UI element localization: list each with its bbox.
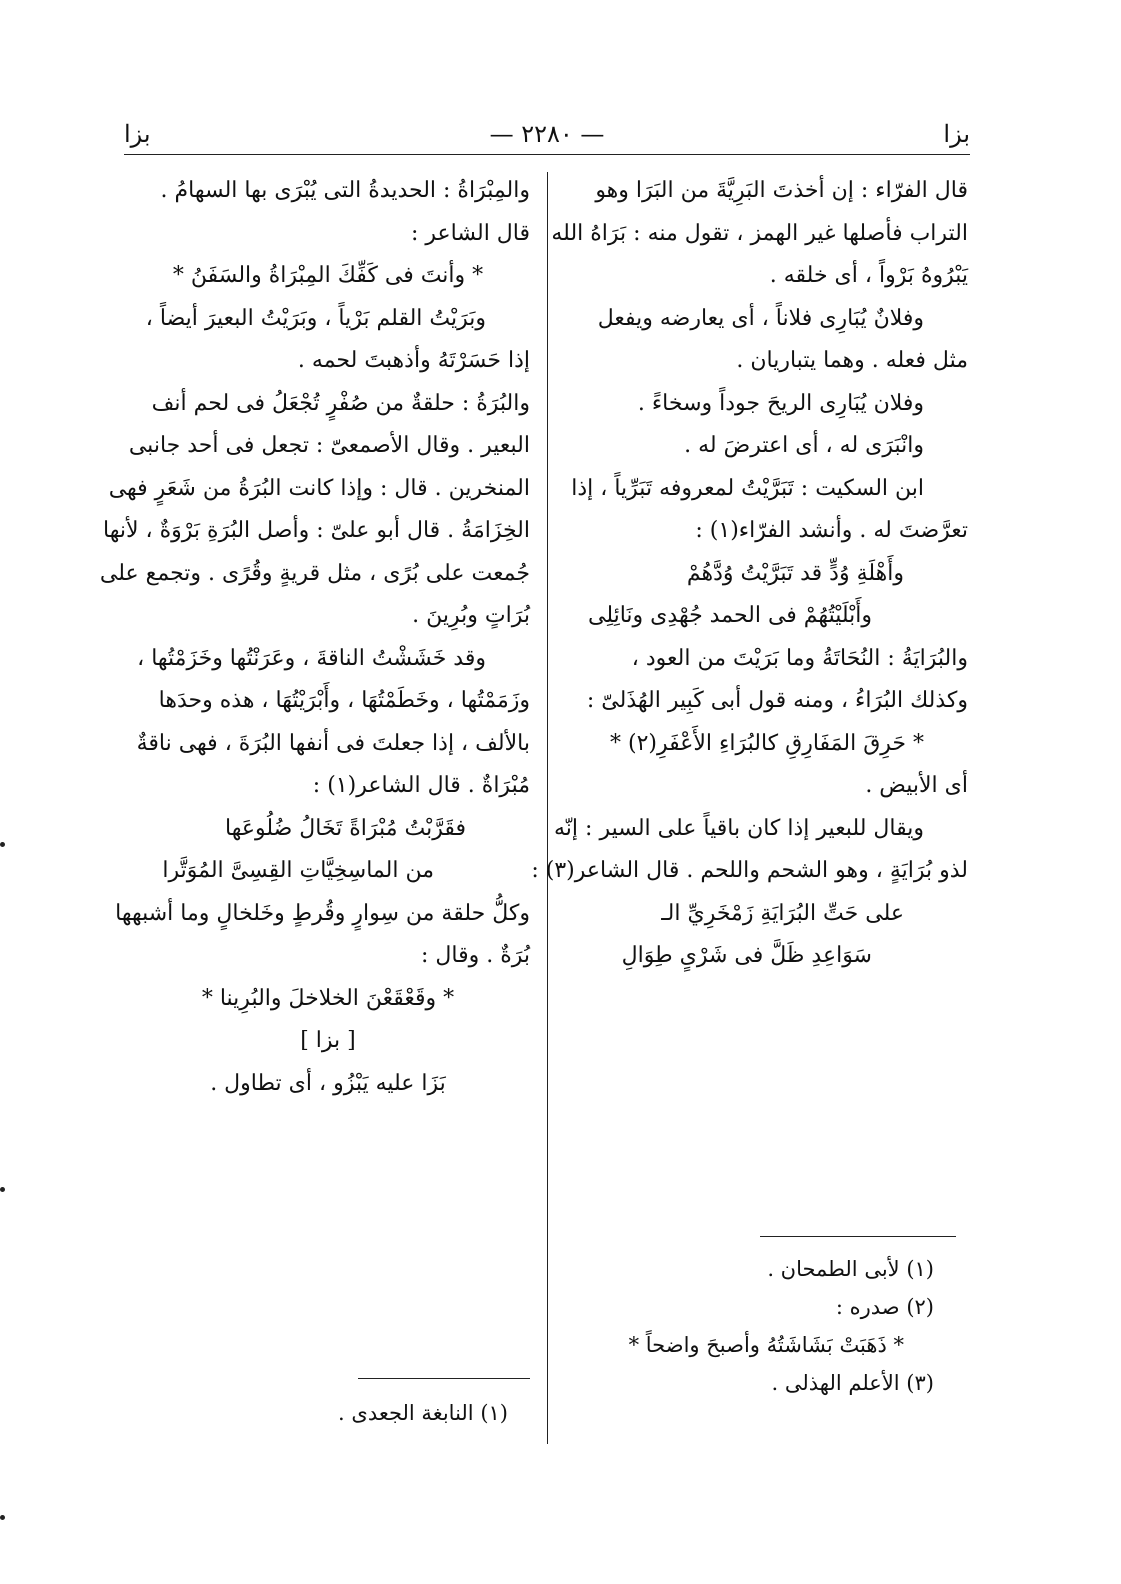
right-column: [531, 170, 968, 978]
footnote-rule: [760, 1236, 956, 1237]
verse-line: وأَبْلَيْتُهُمْ فى الحمد جُهْدِى ونَائِلِى: [587, 603, 872, 628]
text-line: الخِزَامَةُ . قال أبو علىّ : وأصل البُرَةِ بَرْوَةٌ ، لأنها: [103, 518, 530, 543]
text-line: إذا حَسَرْتَهُ وأذهبتَ لحمه .: [297, 348, 530, 373]
text-line: وزَمَمْتُها ، وخَطَمْتُهَا ، وأَبْرَيْتُهَا ، هذه وحدَها: [158, 688, 530, 713]
text-line: لذو بُرَايَةٍ ، وهو الشحم واللحم . قال الشاعر(٣) :: [531, 858, 968, 883]
verse-line: من الماسِخِيَّاتِ القِسِىَّ المُوَتَّرا: [162, 858, 434, 883]
text-line: وكلُّ حلقة من سِوارٍ وقُرطٍ وخَلخالٍ وما أشبهها: [115, 900, 530, 926]
footnote: (١) لأبى الطمحان .: [767, 1257, 934, 1281]
text-line: المنخرين . قال : وإذا كانت البُرَةُ من شَعَرٍ فهى: [108, 475, 530, 501]
text-line: قال الشاعر :: [410, 220, 530, 246]
header-rule: [124, 154, 970, 155]
verse-line: على حَتِّ البُرَايَةِ زَمْخَرِيِّ الـ: [661, 900, 904, 926]
footnote-verse: * ذَهَبَتْ بَشَاشَتُهُ وأصبحَ واضحاً *: [628, 1333, 904, 1357]
entry-heading: [ بزا ]: [300, 1028, 356, 1053]
text-line: بالألف ، إذا جعلتَ فى أنفها البُرَةَ ، فهى ناقةٌ: [136, 730, 530, 756]
text-line: والبُرَةُ : حلقةٌ من صُفْرٍ تُجْعَلُ فى لحم أنف: [151, 390, 530, 416]
text-line: وبَرَيْتُ القلم بَرْياً ، وبَرَيْتُ البعيرَ أيضاً ،: [145, 305, 486, 331]
footnote: (٣) الأعلم الهذلى .: [771, 1371, 934, 1395]
margin-mark: [0, 1515, 5, 1520]
text-line: والمِبْرَاةُ : الحديدةُ التى يُبْرَى بها السهامُ .: [160, 178, 530, 203]
text-line: أى الأبيض .: [865, 773, 968, 798]
verse-line: سَوَاعِدِ ظَلَّ فى شَرْىٍ طِوَالِ: [621, 943, 872, 968]
left-footnotes: [126, 1394, 530, 1432]
text-line: مُبْرَاةٌ . قال الشاعر(١) :: [312, 773, 530, 798]
text-line: ابن السكيت : تَبَرَّيْتُ لمعروفه تَبَرِّياً ، إذا: [571, 475, 924, 501]
header-left-word: بزا: [124, 120, 151, 148]
text-line: تعرَّضتَ له . وأنشد الفرّاء(١) :: [695, 518, 968, 543]
text-line: جُمعت على بُرًى ، مثل قريةٍ وقُرًى . وتجمع على: [99, 560, 530, 586]
verse-line: * وقَعْقَعْنَ الخلاخلَ والبُرِينا *: [201, 985, 455, 1011]
text-line: وكذلك البُرَاءُ ، ومنه قول أبى كَبِير الهُذَلىّ :: [586, 688, 968, 713]
margin-mark: [0, 842, 5, 847]
text-line: وفلان يُبَارِى الريحَ جوداً وسخاءً .: [637, 390, 924, 416]
footnote: (١) النابغة الجعدى .: [338, 1401, 508, 1425]
text-line: ويقال للبعير إذا كان باقياً على السير : إنّه: [554, 815, 924, 841]
text-line: قال الفرّاء : إن أخذتَ البَرِيَّةَ من البَرَا وهو: [595, 178, 968, 203]
text-line: مثل فعله . وهما يتباريان .: [736, 348, 968, 373]
right-footnotes: [566, 1250, 956, 1402]
text-line: وفلانٌ يُبَارِى فلاناً ، أى يعارضه ويفعل: [597, 305, 924, 331]
verse-line: * حَرِقَ المَفَارِقِ كالبُرَاءِ الأَعْفَرِ(٢) *: [610, 730, 924, 756]
margin-mark: [0, 1187, 5, 1192]
text-line: يَبْرُوهُ بَرْواً ، أى خلقه .: [769, 263, 968, 288]
left-column: [99, 170, 530, 1105]
column-divider: [547, 172, 548, 1444]
verse-line: فقَرَّبْتُ مُبْرَاةً تَخَالُ ضُلُوعَها: [224, 815, 466, 841]
verse-line: وأَهْلَةِ وُدٍّ قد تَبَرَّيْتُ وُدَّهُمْ: [686, 560, 904, 586]
page-number: — ٢٢٨٠ —: [489, 120, 605, 148]
footnote-rule: [358, 1378, 530, 1379]
text-line: وانْبَرَى له ، أى اعترضَ له .: [684, 433, 924, 458]
page-header: [124, 116, 970, 156]
text-line: وقد خَشَشْتُ الناقةَ ، وعَرَنْتُها وخَزَمْتُها ،: [137, 645, 486, 671]
text-line: التراب فأصلها غير الهمز ، تقول منه : بَرَاهُ الله: [551, 220, 968, 246]
text-line: بُرَاتٍ وبُرِينَ .: [412, 603, 530, 628]
verse-line: * وأنتَ فى كَفِّكَ المِبْرَاةُ والسَفَنُ *: [172, 263, 484, 288]
text-line: والبُرَايَةُ : النُحَاتَةُ وما بَرَيْتَ من العود ،: [631, 645, 968, 671]
footnote: (٢) صدره :: [835, 1295, 934, 1319]
text-line: البعير . وقال الأصمعىّ : تجعل فى أحد جانبى: [128, 433, 530, 458]
header-right-word: بزا: [943, 120, 970, 148]
text-line: بَزَا عليه يَبْزُو ، أى تطاول .: [210, 1070, 446, 1096]
text-line: بُرَةٌ . وقال :: [420, 943, 530, 968]
